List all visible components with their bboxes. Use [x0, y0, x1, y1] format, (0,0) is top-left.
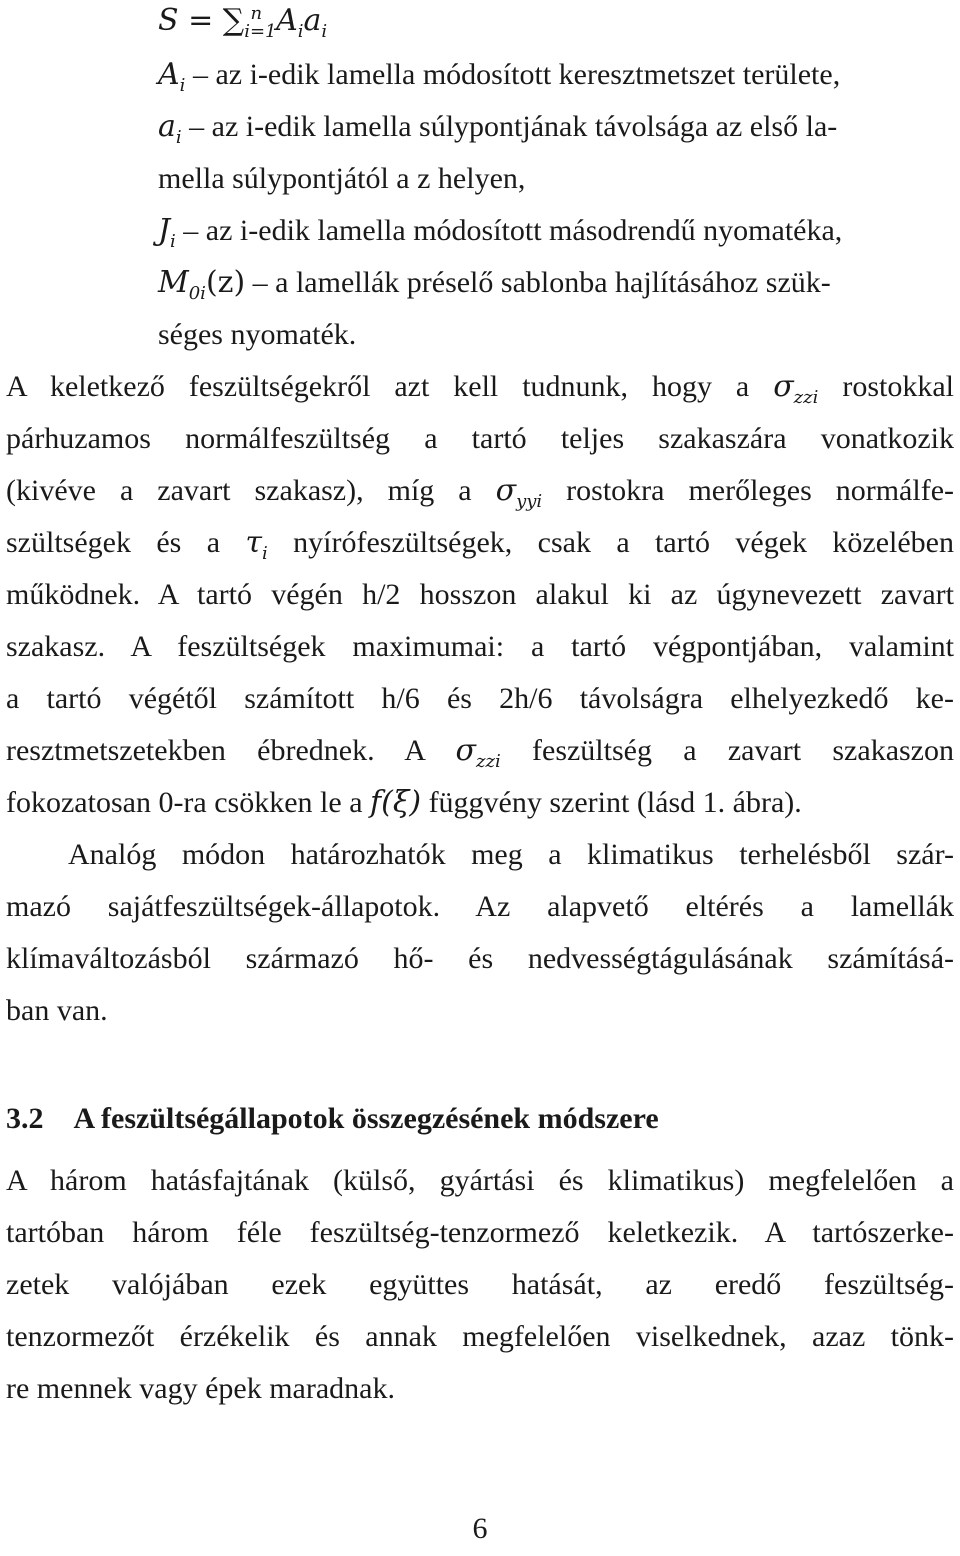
sum-formula: $S = \sum_{i=1}^n$ $A_ia_i$: [158, 3, 328, 42]
paragraph-line: mazó sajátfeszültségek-állapotok. Az alapvető eltérés a lamellák: [6, 890, 954, 923]
paragraph-line: A keletkező feszültségekről azt kell tudnunk, hogy a $\sigma_{zzi}$ rostokkal: [6, 369, 954, 408]
section-number: 3.2: [6, 1102, 44, 1135]
paragraph-line: tartóban három féle feszültség-tenzormező keletkezik. A tartószerke-: [6, 1216, 954, 1249]
page-number: 6: [472, 1512, 488, 1545]
paragraph-line: szültségek és a $\tau_i$ nyírófeszültségek, csak a tartó végek közelében: [6, 525, 954, 564]
paragraph-line: tenzormezőt érzékelik és annak megfelelően viselkednek, azaz tönk-: [6, 1320, 954, 1353]
section-title: A feszültségállapotok összegzésének módszere: [73, 1102, 659, 1135]
paragraph-line: re mennek vagy épek maradnak.: [6, 1372, 395, 1405]
definition-symbol: $M_{0i}(z)$: [158, 265, 246, 304]
paragraph-line: párhuzamos normálfeszültség a tartó teljes szakaszára vonatkozik: [6, 422, 954, 455]
paragraph-line: szakasz. A feszültségek maximumai: a tartó végpontjában, valamint: [6, 630, 954, 663]
paragraph-line: Analóg módon határozhatók meg a klimatikus terhelésből szár-: [68, 838, 954, 871]
paragraph-line: a tartó végétől számított h/6 és 2h/6 távolságra elhelyezkedő ke-: [6, 682, 954, 715]
definition-continuation: séges nyomaték.: [158, 318, 357, 351]
section-heading: [6, 1102, 659, 1136]
paragraph-line: zetek valójában ezek együttes hatását, az eredő feszültség-: [6, 1268, 954, 1301]
definition-item: $a_i$ – az i-edik lamella súlypontjának távolsága az első la-: [158, 109, 838, 148]
paragraph-line: klímaváltozásból származó hő- és nedvességtágulásának számításá-: [6, 942, 954, 975]
definition-continuation: mella súlypontjától a z helyen,: [158, 162, 526, 195]
definition-item: $J_i$ – az i-edik lamella módosított másodrendű nyomatéka,: [158, 213, 843, 252]
definition-symbol: $J_i$: [158, 213, 176, 252]
definition-item: $M_{0i}(z)$ – a lamellák préselő sablonba hajlításához szük-: [158, 265, 831, 304]
paragraph-line: resztmetszetekben ébrednek. A $\sigma_{zzi}$ feszültség a zavart szakaszon: [6, 733, 954, 772]
definition-symbol: $a_i$: [158, 109, 182, 148]
paragraph-line: (kivéve a zavart szakasz), míg a $\sigma_{yyi}$ rostokra merőleges normálfe-: [6, 473, 954, 512]
definition-item: $A_i$ – az i-edik lamella módosított keresztmetszet területe,: [158, 57, 841, 96]
paragraph-line: A három hatásfajtának (külső, gyártási és klimatikus) megfelelően a: [6, 1164, 954, 1197]
paragraph-line: fokozatosan 0-ra csökken le a f(ξ) függvény szerint (lásd 1. ábra).: [6, 785, 802, 820]
paragraph-line: ban van.: [6, 994, 108, 1027]
definition-symbol: $A_i$: [158, 57, 186, 96]
paragraph-line: működnek. A tartó végén h/2 hosszon alakul ki az úgynevezett zavart: [6, 578, 954, 611]
